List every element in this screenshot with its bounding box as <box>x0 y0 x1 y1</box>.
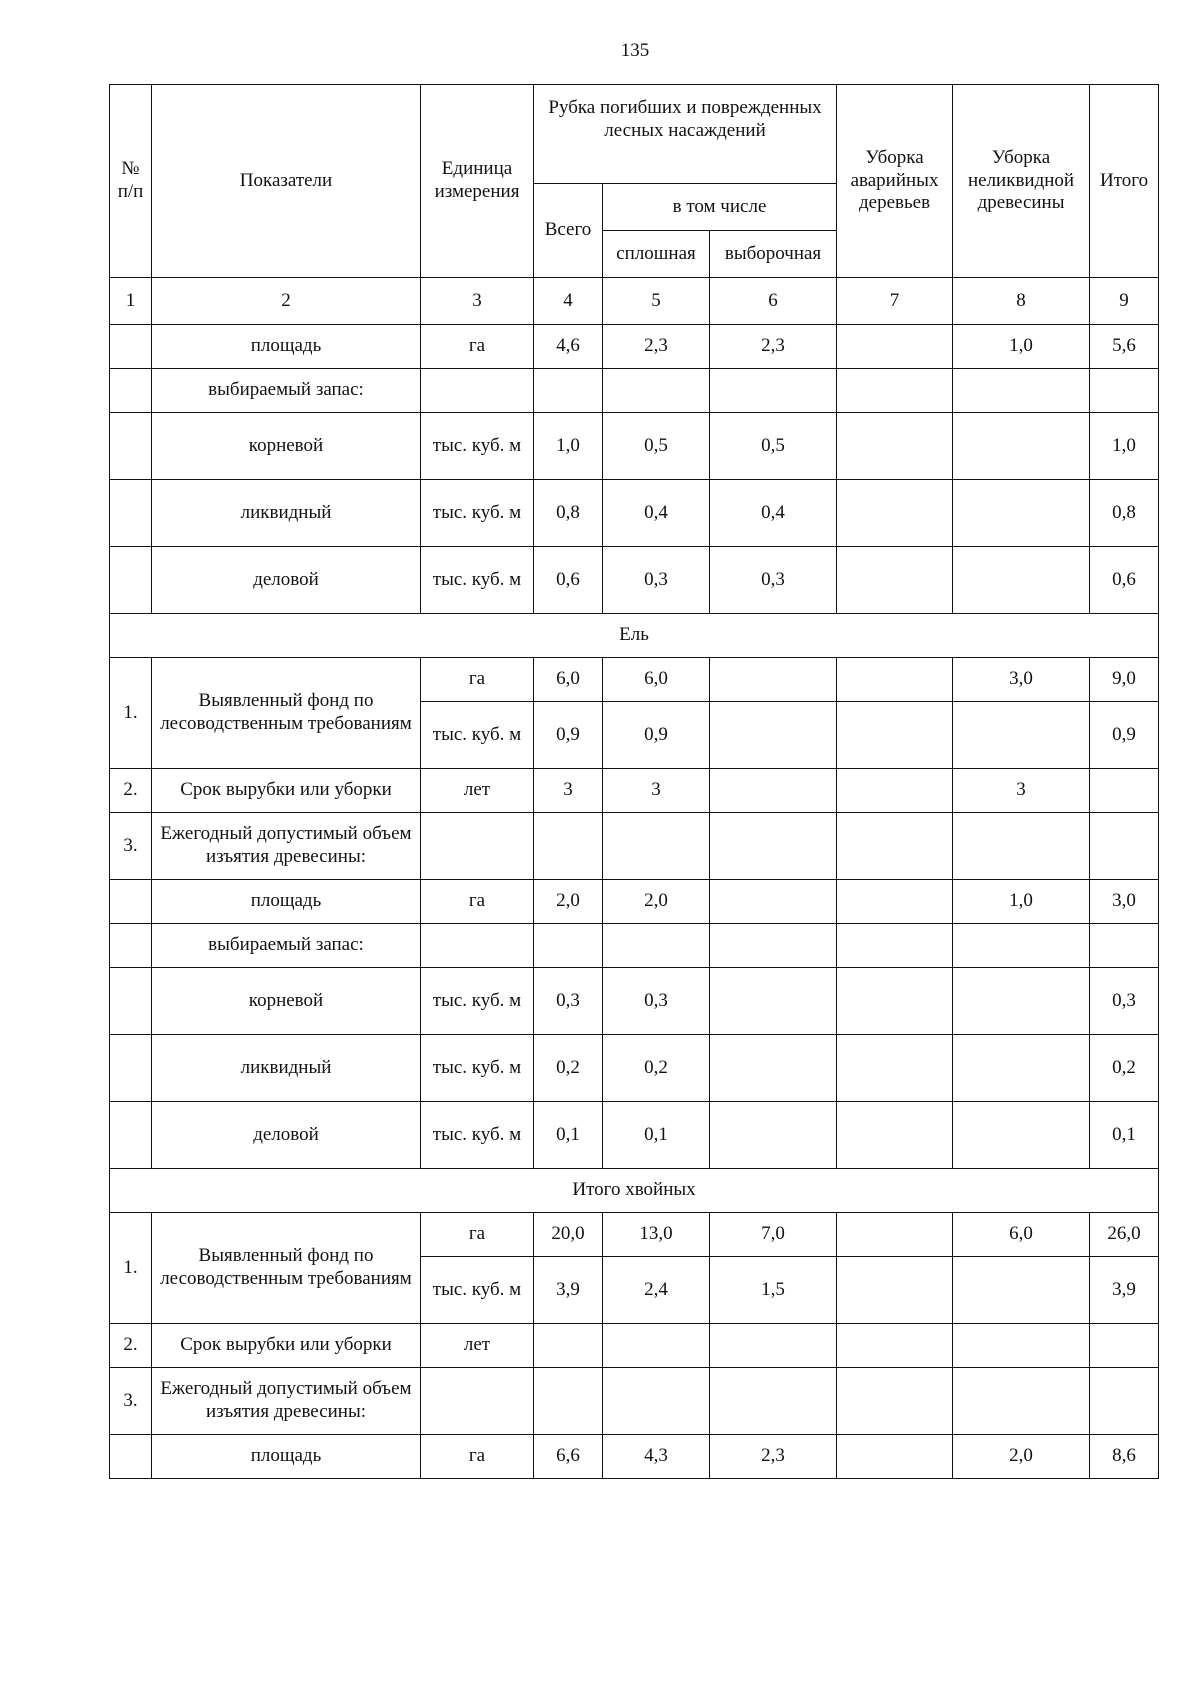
value-cell <box>534 1368 603 1435</box>
value-cell: 2,3 <box>603 325 710 369</box>
value-cell <box>603 924 710 968</box>
header-clear: сплошная <box>603 231 710 278</box>
value-cell <box>953 1324 1090 1368</box>
row-unit: тыс. куб. м <box>421 547 534 614</box>
value-cell <box>953 1102 1090 1169</box>
value-cell: 0,3 <box>603 547 710 614</box>
value-cell: 0,2 <box>1090 1035 1159 1102</box>
value-cell: 3,0 <box>953 658 1090 702</box>
value-cell: 0,9 <box>534 702 603 769</box>
row-label: корневой <box>152 968 421 1035</box>
table-row <box>110 1035 1159 1102</box>
value-cell <box>710 1102 837 1169</box>
table-row <box>110 769 1159 813</box>
table-body <box>110 85 1159 1479</box>
col-number: 6 <box>710 278 837 325</box>
row-label: деловой <box>152 547 421 614</box>
value-cell: 0,3 <box>534 968 603 1035</box>
section-title: Итого хвойных <box>110 1169 1159 1213</box>
value-cell <box>837 325 953 369</box>
value-cell <box>1090 813 1159 880</box>
value-cell: 0,1 <box>1090 1102 1159 1169</box>
header-illiquid: Уборка неликвидной древесины <box>953 85 1090 278</box>
value-cell <box>953 413 1090 480</box>
value-cell: 4,3 <box>603 1435 710 1479</box>
row-label: Ежегодный допустимый объем изъятия древесины: <box>152 1368 421 1435</box>
value-cell <box>837 1435 953 1479</box>
row-unit: тыс. куб. м <box>421 413 534 480</box>
value-cell: 3,9 <box>1090 1257 1159 1324</box>
row-unit: тыс. куб. м <box>421 1257 534 1324</box>
row-number <box>110 413 152 480</box>
row-unit: тыс. куб. м <box>421 1035 534 1102</box>
value-cell <box>534 369 603 413</box>
value-cell <box>710 1368 837 1435</box>
value-cell: 0,4 <box>603 480 710 547</box>
value-cell: 0,1 <box>534 1102 603 1169</box>
col-number: 9 <box>1090 278 1159 325</box>
row-label: выбираемый запас: <box>152 924 421 968</box>
row-number <box>110 1102 152 1169</box>
value-cell <box>710 1324 837 1368</box>
value-cell: 0,5 <box>603 413 710 480</box>
row-number <box>110 369 152 413</box>
value-cell <box>603 369 710 413</box>
table-row <box>110 369 1159 413</box>
value-cell: 1,0 <box>1090 413 1159 480</box>
value-cell <box>837 813 953 880</box>
value-cell <box>710 369 837 413</box>
value-cell <box>837 1257 953 1324</box>
table-row <box>110 325 1159 369</box>
value-cell: 3 <box>603 769 710 813</box>
table-row <box>110 968 1159 1035</box>
row-unit: лет <box>421 769 534 813</box>
row-unit: тыс. куб. м <box>421 968 534 1035</box>
value-cell: 1,5 <box>710 1257 837 1324</box>
value-cell <box>603 1368 710 1435</box>
forest-felling-table <box>109 84 1159 1479</box>
row-unit <box>421 1368 534 1435</box>
section-title-row <box>110 1169 1159 1213</box>
value-cell: 0,3 <box>603 968 710 1035</box>
col-number: 3 <box>421 278 534 325</box>
value-cell: 26,0 <box>1090 1213 1159 1257</box>
header-total: Итого <box>1090 85 1159 278</box>
value-cell: 20,0 <box>534 1213 603 1257</box>
row-unit: тыс. куб. м <box>421 480 534 547</box>
row-number <box>110 968 152 1035</box>
row-number: 1. <box>110 1213 152 1324</box>
value-cell <box>710 880 837 924</box>
table-row <box>110 924 1159 968</box>
row-label: Ежегодный допустимый объем изъятия древесины: <box>152 813 421 880</box>
header-emergency: Уборка аварийных деревьев <box>837 85 953 278</box>
value-cell: 4,6 <box>534 325 603 369</box>
row-label: Выявленный фонд по лесоводственным требованиям <box>152 1213 421 1324</box>
col-number: 7 <box>837 278 953 325</box>
value-cell <box>837 1213 953 1257</box>
table-row <box>110 880 1159 924</box>
row-number <box>110 1435 152 1479</box>
row-label: ликвидный <box>152 1035 421 1102</box>
value-cell <box>953 968 1090 1035</box>
value-cell: 1,0 <box>953 880 1090 924</box>
value-cell <box>1090 769 1159 813</box>
row-unit <box>421 369 534 413</box>
value-cell <box>1090 369 1159 413</box>
header-indicators: Показатели <box>152 85 421 278</box>
value-cell <box>710 813 837 880</box>
value-cell: 6,0 <box>534 658 603 702</box>
value-cell <box>837 1324 953 1368</box>
header-selective: выборочная <box>710 231 837 278</box>
table-row <box>110 658 1159 702</box>
value-cell: 1,0 <box>534 413 603 480</box>
value-cell: 0,2 <box>534 1035 603 1102</box>
table-row <box>110 1435 1159 1479</box>
value-cell: 2,0 <box>953 1435 1090 1479</box>
value-cell <box>953 369 1090 413</box>
table-row <box>110 480 1159 547</box>
col-number: 4 <box>534 278 603 325</box>
value-cell <box>710 658 837 702</box>
value-cell <box>837 1368 953 1435</box>
value-cell <box>837 1102 953 1169</box>
value-cell <box>534 924 603 968</box>
row-number <box>110 1035 152 1102</box>
row-unit <box>421 924 534 968</box>
value-cell: 6,6 <box>534 1435 603 1479</box>
section-title-row <box>110 614 1159 658</box>
row-label: площадь <box>152 325 421 369</box>
value-cell: 7,0 <box>710 1213 837 1257</box>
value-cell <box>953 1368 1090 1435</box>
value-cell: 8,6 <box>1090 1435 1159 1479</box>
value-cell <box>953 480 1090 547</box>
row-label: Срок вырубки или уборки <box>152 769 421 813</box>
header-including: в том числе <box>603 184 837 231</box>
row-label: Выявленный фонд по лесоводственным требованиям <box>152 658 421 769</box>
value-cell <box>953 702 1090 769</box>
row-number: 3. <box>110 1368 152 1435</box>
value-cell <box>837 924 953 968</box>
value-cell: 6,0 <box>953 1213 1090 1257</box>
header-row <box>110 85 1159 184</box>
table-row <box>110 1213 1159 1257</box>
value-cell <box>837 480 953 547</box>
column-number-row <box>110 278 1159 325</box>
value-cell: 2,3 <box>710 325 837 369</box>
value-cell <box>710 968 837 1035</box>
value-cell <box>837 880 953 924</box>
value-cell <box>837 413 953 480</box>
table-row <box>110 547 1159 614</box>
value-cell: 0,1 <box>603 1102 710 1169</box>
value-cell: 3 <box>534 769 603 813</box>
value-cell: 3,0 <box>1090 880 1159 924</box>
value-cell: 2,3 <box>710 1435 837 1479</box>
value-cell <box>1090 924 1159 968</box>
col-number: 5 <box>603 278 710 325</box>
header-felling-total: Всего <box>534 184 603 278</box>
table-row <box>110 1102 1159 1169</box>
value-cell: 0,6 <box>534 547 603 614</box>
header-num: № п/п <box>110 85 152 278</box>
row-number <box>110 880 152 924</box>
value-cell: 2,0 <box>534 880 603 924</box>
value-cell <box>603 813 710 880</box>
value-cell <box>1090 1368 1159 1435</box>
value-cell: 0,4 <box>710 480 837 547</box>
value-cell <box>837 968 953 1035</box>
row-number <box>110 547 152 614</box>
value-cell <box>837 769 953 813</box>
value-cell: 2,0 <box>603 880 710 924</box>
page-number: 135 <box>620 40 650 61</box>
row-unit <box>421 813 534 880</box>
table-row <box>110 413 1159 480</box>
value-cell <box>837 1035 953 1102</box>
header-felling-group: Рубка погибших и поврежденных лесных насаждений <box>534 85 837 184</box>
row-unit: тыс. куб. м <box>421 1102 534 1169</box>
value-cell: 2,4 <box>603 1257 710 1324</box>
value-cell <box>710 769 837 813</box>
table-row <box>110 813 1159 880</box>
value-cell <box>603 1324 710 1368</box>
row-label: корневой <box>152 413 421 480</box>
value-cell: 0,9 <box>1090 702 1159 769</box>
value-cell: 0,5 <box>710 413 837 480</box>
row-unit: га <box>421 1213 534 1257</box>
value-cell: 6,0 <box>603 658 710 702</box>
value-cell: 3 <box>953 769 1090 813</box>
row-label: выбираемый запас: <box>152 369 421 413</box>
row-number: 1. <box>110 658 152 769</box>
value-cell: 13,0 <box>603 1213 710 1257</box>
row-number <box>110 325 152 369</box>
value-cell <box>837 658 953 702</box>
value-cell: 0,8 <box>1090 480 1159 547</box>
value-cell <box>953 1035 1090 1102</box>
col-number: 8 <box>953 278 1090 325</box>
col-number: 2 <box>152 278 421 325</box>
value-cell: 0,3 <box>710 547 837 614</box>
value-cell <box>710 702 837 769</box>
table-row <box>110 1368 1159 1435</box>
value-cell <box>534 813 603 880</box>
row-unit: га <box>421 658 534 702</box>
value-cell <box>837 369 953 413</box>
row-number: 2. <box>110 769 152 813</box>
row-label: площадь <box>152 880 421 924</box>
row-number: 3. <box>110 813 152 880</box>
value-cell <box>534 1324 603 1368</box>
value-cell <box>837 702 953 769</box>
value-cell <box>837 547 953 614</box>
section-title: Ель <box>110 614 1159 658</box>
row-unit: га <box>421 880 534 924</box>
row-number <box>110 480 152 547</box>
value-cell: 9,0 <box>1090 658 1159 702</box>
value-cell <box>953 1257 1090 1324</box>
value-cell <box>710 1035 837 1102</box>
row-unit: лет <box>421 1324 534 1368</box>
row-unit: га <box>421 1435 534 1479</box>
table-row <box>110 1324 1159 1368</box>
value-cell: 0,2 <box>603 1035 710 1102</box>
value-cell: 5,6 <box>1090 325 1159 369</box>
value-cell <box>953 547 1090 614</box>
value-cell: 0,3 <box>1090 968 1159 1035</box>
row-label: ликвидный <box>152 480 421 547</box>
value-cell <box>953 924 1090 968</box>
value-cell: 0,6 <box>1090 547 1159 614</box>
row-number <box>110 924 152 968</box>
value-cell: 0,9 <box>603 702 710 769</box>
row-label: Срок вырубки или уборки <box>152 1324 421 1368</box>
value-cell: 0,8 <box>534 480 603 547</box>
row-label: площадь <box>152 1435 421 1479</box>
value-cell: 1,0 <box>953 325 1090 369</box>
row-label: деловой <box>152 1102 421 1169</box>
row-number: 2. <box>110 1324 152 1368</box>
header-unit: Единица измерения <box>421 85 534 278</box>
row-unit: га <box>421 325 534 369</box>
value-cell <box>1090 1324 1159 1368</box>
col-number: 1 <box>110 278 152 325</box>
value-cell: 3,9 <box>534 1257 603 1324</box>
value-cell <box>953 813 1090 880</box>
value-cell <box>710 924 837 968</box>
row-unit: тыс. куб. м <box>421 702 534 769</box>
